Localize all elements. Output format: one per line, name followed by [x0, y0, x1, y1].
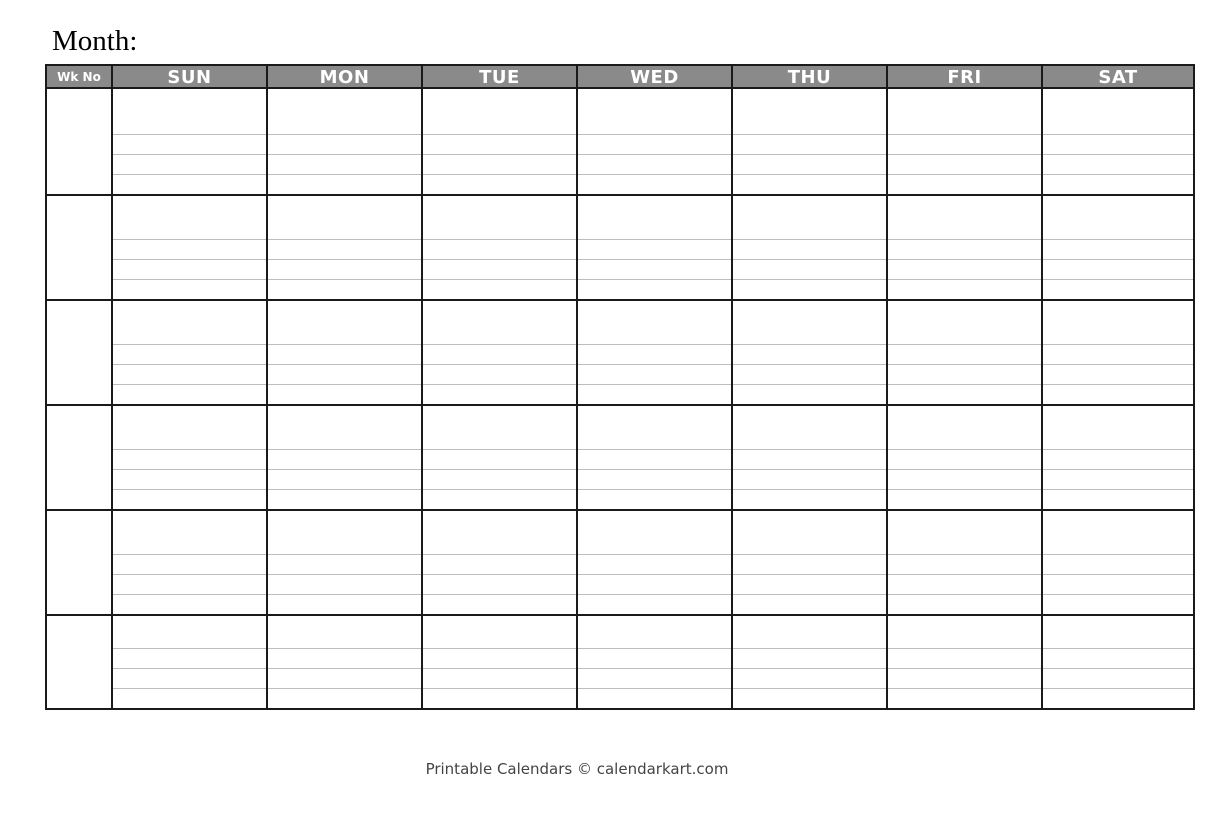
writing-line — [733, 364, 886, 365]
writing-line — [578, 469, 731, 470]
writing-line — [113, 239, 266, 240]
writing-line — [1043, 384, 1193, 385]
writing-line — [1043, 174, 1193, 175]
writing-line — [888, 384, 1041, 385]
writing-line — [113, 344, 266, 345]
day-cell[interactable] — [731, 301, 886, 404]
writing-line — [423, 489, 576, 490]
writing-line — [268, 239, 421, 240]
day-cell[interactable] — [1041, 196, 1193, 299]
writing-line — [578, 648, 731, 649]
writing-line — [113, 279, 266, 280]
writing-line — [733, 344, 886, 345]
writing-line — [888, 239, 1041, 240]
writing-line — [1043, 594, 1193, 595]
writing-line — [733, 449, 886, 450]
writing-line — [268, 648, 421, 649]
writing-line — [268, 154, 421, 155]
day-header-sun: SUN — [111, 66, 266, 87]
writing-line — [423, 174, 576, 175]
writing-line — [888, 279, 1041, 280]
writing-line — [1043, 449, 1193, 450]
day-cell[interactable] — [266, 511, 421, 614]
writing-line — [733, 489, 886, 490]
writing-line — [888, 688, 1041, 689]
writing-line — [888, 489, 1041, 490]
day-cell[interactable] — [111, 616, 266, 708]
week-number-cell[interactable] — [47, 196, 111, 299]
writing-line — [423, 239, 576, 240]
writing-line — [423, 554, 576, 555]
writing-line — [113, 384, 266, 385]
writing-line — [113, 174, 266, 175]
day-cell[interactable] — [1041, 616, 1193, 708]
writing-line — [113, 668, 266, 669]
writing-line — [1043, 489, 1193, 490]
day-cell[interactable] — [886, 301, 1041, 404]
writing-line — [1043, 134, 1193, 135]
writing-line — [1043, 239, 1193, 240]
writing-line — [113, 259, 266, 260]
day-header-thu: THU — [731, 66, 886, 87]
writing-line — [423, 648, 576, 649]
week-number-cell[interactable] — [47, 89, 111, 194]
writing-line — [268, 364, 421, 365]
day-cell[interactable] — [266, 89, 421, 194]
writing-line — [423, 594, 576, 595]
weekday-header — [47, 66, 1193, 89]
day-cell[interactable] — [421, 196, 576, 299]
writing-line — [733, 648, 886, 649]
writing-line — [268, 489, 421, 490]
writing-line — [113, 574, 266, 575]
day-cell[interactable] — [111, 511, 266, 614]
writing-line — [578, 574, 731, 575]
day-cell[interactable] — [421, 89, 576, 194]
month-title: Month: — [52, 25, 138, 57]
writing-line — [113, 648, 266, 649]
writing-line — [578, 154, 731, 155]
writing-line — [113, 594, 266, 595]
writing-line — [423, 279, 576, 280]
writing-line — [888, 449, 1041, 450]
day-cell[interactable] — [576, 301, 731, 404]
writing-line — [268, 174, 421, 175]
day-header-fri: FRI — [886, 66, 1041, 87]
day-cell[interactable] — [266, 616, 421, 708]
week-row — [47, 404, 1193, 509]
writing-line — [113, 469, 266, 470]
writing-line — [888, 648, 1041, 649]
writing-line — [888, 134, 1041, 135]
writing-line — [888, 469, 1041, 470]
writing-line — [423, 688, 576, 689]
writing-line — [1043, 469, 1193, 470]
writing-line — [113, 688, 266, 689]
week-row — [47, 299, 1193, 404]
day-cell[interactable] — [111, 89, 266, 194]
day-cell[interactable] — [576, 511, 731, 614]
writing-line — [888, 259, 1041, 260]
writing-line — [1043, 668, 1193, 669]
day-cell[interactable] — [1041, 301, 1193, 404]
writing-line — [578, 134, 731, 135]
writing-line — [578, 449, 731, 450]
writing-line — [423, 154, 576, 155]
day-cell[interactable] — [576, 616, 731, 708]
writing-line — [1043, 574, 1193, 575]
writing-line — [1043, 688, 1193, 689]
writing-line — [733, 574, 886, 575]
writing-line — [423, 449, 576, 450]
writing-line — [423, 259, 576, 260]
week-number-cell[interactable] — [47, 406, 111, 509]
writing-line — [578, 364, 731, 365]
writing-line — [733, 154, 886, 155]
writing-line — [733, 239, 886, 240]
writing-line — [733, 174, 886, 175]
writing-line — [733, 279, 886, 280]
writing-line — [578, 174, 731, 175]
writing-line — [888, 174, 1041, 175]
writing-line — [733, 259, 886, 260]
writing-line — [888, 364, 1041, 365]
writing-line — [578, 384, 731, 385]
writing-line — [1043, 364, 1193, 365]
writing-line — [423, 574, 576, 575]
writing-line — [578, 554, 731, 555]
day-cell[interactable] — [421, 301, 576, 404]
writing-line — [888, 154, 1041, 155]
writing-line — [578, 489, 731, 490]
day-header-tue: TUE — [421, 66, 576, 87]
writing-line — [888, 574, 1041, 575]
week-row — [47, 194, 1193, 299]
writing-line — [113, 364, 266, 365]
writing-line — [733, 469, 886, 470]
writing-line — [1043, 554, 1193, 555]
writing-line — [578, 239, 731, 240]
writing-line — [113, 154, 266, 155]
day-cell[interactable] — [886, 616, 1041, 708]
writing-line — [733, 554, 886, 555]
week-number-cell[interactable] — [47, 616, 111, 708]
writing-line — [268, 279, 421, 280]
writing-line — [268, 259, 421, 260]
writing-line — [888, 344, 1041, 345]
day-cell[interactable] — [731, 196, 886, 299]
writing-line — [268, 469, 421, 470]
day-cell[interactable] — [421, 406, 576, 509]
day-cell[interactable] — [731, 511, 886, 614]
day-cell[interactable] — [111, 301, 266, 404]
writing-line — [733, 594, 886, 595]
day-cell[interactable] — [576, 406, 731, 509]
day-cell[interactable] — [1041, 511, 1193, 614]
writing-line — [578, 279, 731, 280]
writing-line — [113, 554, 266, 555]
writing-line — [888, 594, 1041, 595]
writing-line — [733, 384, 886, 385]
writing-line — [733, 668, 886, 669]
writing-line — [423, 364, 576, 365]
writing-line — [268, 384, 421, 385]
writing-line — [268, 594, 421, 595]
writing-line — [1043, 648, 1193, 649]
day-cell[interactable] — [1041, 406, 1193, 509]
day-cell[interactable] — [731, 406, 886, 509]
day-cell[interactable] — [421, 511, 576, 614]
writing-line — [268, 574, 421, 575]
week-row — [47, 614, 1193, 708]
writing-line — [888, 554, 1041, 555]
day-cell[interactable] — [421, 616, 576, 708]
writing-line — [423, 384, 576, 385]
writing-line — [888, 668, 1041, 669]
day-cell[interactable] — [731, 89, 886, 194]
writing-line — [1043, 154, 1193, 155]
writing-line — [268, 134, 421, 135]
writing-line — [423, 469, 576, 470]
day-cell[interactable] — [266, 406, 421, 509]
writing-line — [113, 134, 266, 135]
day-cell[interactable] — [111, 406, 266, 509]
day-cell[interactable] — [111, 196, 266, 299]
day-header-mon: MON — [266, 66, 421, 87]
writing-line — [268, 668, 421, 669]
writing-line — [578, 259, 731, 260]
writing-line — [1043, 344, 1193, 345]
writing-line — [1043, 279, 1193, 280]
day-cell[interactable] — [731, 616, 886, 708]
writing-line — [268, 449, 421, 450]
writing-line — [578, 344, 731, 345]
writing-line — [113, 449, 266, 450]
calendar-grid — [45, 64, 1195, 710]
writing-line — [1043, 259, 1193, 260]
day-cell[interactable] — [1041, 89, 1193, 194]
week-number-cell[interactable] — [47, 301, 111, 404]
week-row — [47, 89, 1193, 194]
writing-line — [578, 688, 731, 689]
writing-line — [423, 344, 576, 345]
writing-line — [268, 554, 421, 555]
writing-line — [578, 594, 731, 595]
writing-line — [268, 688, 421, 689]
writing-line — [423, 134, 576, 135]
writing-line — [423, 668, 576, 669]
day-header-sat: SAT — [1041, 66, 1193, 87]
day-cell[interactable] — [886, 406, 1041, 509]
footer-credit: Printable Calendars © calendarkart.com — [425, 760, 729, 778]
day-cell[interactable] — [266, 301, 421, 404]
week-number-header: Wk No — [57, 70, 101, 84]
writing-line — [268, 344, 421, 345]
week-number-cell[interactable] — [47, 511, 111, 614]
week-row — [47, 509, 1193, 614]
writing-line — [113, 489, 266, 490]
writing-line — [733, 688, 886, 689]
day-cell[interactable] — [886, 89, 1041, 194]
day-cell[interactable] — [886, 511, 1041, 614]
day-cell[interactable] — [576, 89, 731, 194]
writing-line — [733, 134, 886, 135]
day-cell[interactable] — [266, 196, 421, 299]
day-header-wed: WED — [576, 66, 731, 87]
day-cell[interactable] — [576, 196, 731, 299]
day-cell[interactable] — [886, 196, 1041, 299]
writing-line — [578, 668, 731, 669]
